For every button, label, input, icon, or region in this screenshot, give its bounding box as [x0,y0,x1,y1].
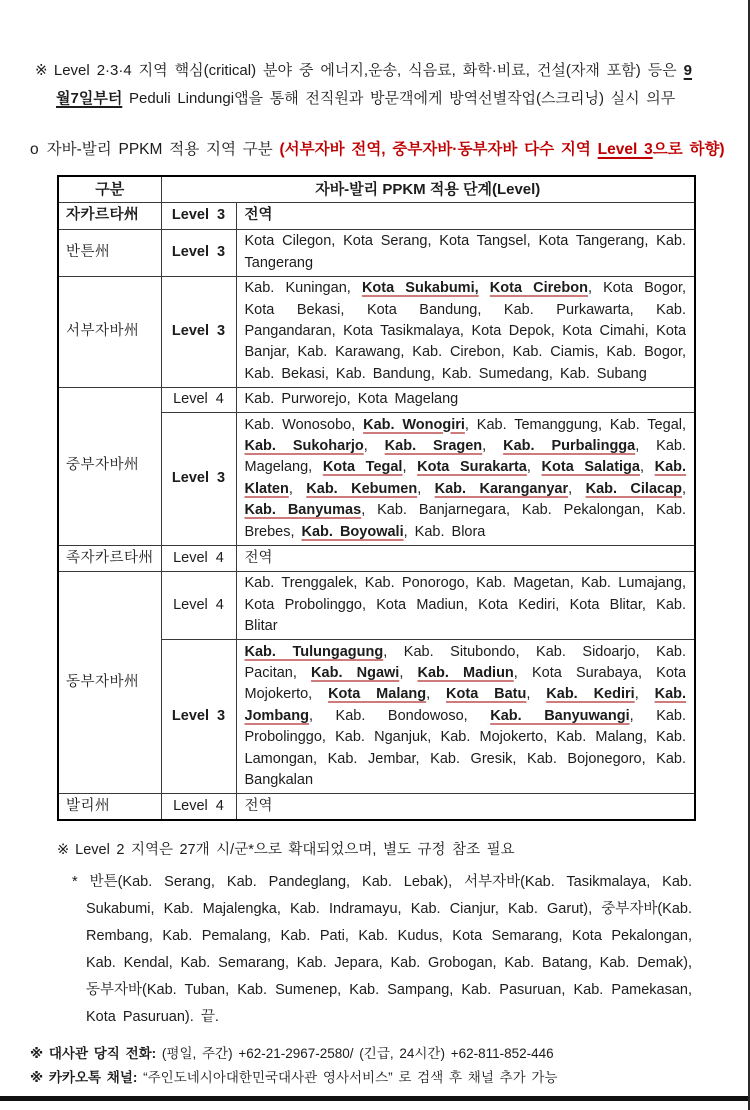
footnote-text: * 반튼(Kab. Serang, Kab. Pandeglang, Kab. Lebak), 서부자바(Kab. Tasikmalaya, Kab. Sukabumi, Kab. Majalengka, Kab. Indramayu, Kab. Cianjur, Kab. Garut), 중부자바(Kab. Rembang, Kab. Pemalang, Kab. Pati, Kab. Kudus, Kota Semarang, Kota Pekalongan, Kab. Kendal, Kab. Semarang, Kab. Jepara, Kab. Grobogan, Kab. Batang, Kab. Demak), 동부자바(Kab. Tuban, Kab. Sumenep, Kab. Sampang, Kab. Pasuruan, Kab. Pamekasan, Kota Pasuruan). 끝. [72,874,692,1026]
province-cell: 서부자바州 [58,276,161,387]
province-cell: 중부자바州 [58,387,161,545]
header-category: 구분 [58,176,161,203]
table-row [58,387,695,412]
province-cell: 반튼州 [58,229,161,276]
regions-cell: Kab. Kuningan, Kota Sukabumi, Kota Cirebon, Kota Bogor, Kota Bekasi, Kota Bandung, Kab. Purkawarta, Kab. Pangandaran, Kota Tasikmalaya, Kota Depok, Kota Cimahi, Kota Banjar, Kab. Karawang, Kab. Cirebon, Kab. Ciamis, Kab. Bogor, Kab. Bekasi, Kab. Bandung, Kab. Sumedang, Kab. Subang [236,276,695,387]
ppkm-table [57,175,696,821]
section-title [30,138,725,162]
regions-cell: 전역 [236,793,695,820]
level-cell: Level 4 [161,387,236,412]
section-bullet: o [30,141,39,158]
province-cell: 발리州 [58,793,161,820]
level-cell: Level 4 [161,793,236,820]
table-header-row [58,176,695,203]
level-cell: Level 3 [161,640,236,794]
table-body [58,203,695,820]
level-cell: Level 3 [161,413,236,545]
page-bottom-border [0,1096,748,1101]
regions-cell: Kab. Tulungagung, Kab. Situbondo, Kab. Sidoarjo, Kab. Pacitan, Kab. Ngawi, Kab. Madiun, Kota Surabaya, Kota Mojokerto, Kota Malang, Kota Batu, Kab. Kediri, Kab. Jombang, Kab. Bondowoso, Kab. Banyuwangi, Kab. Probolinggo, Kab. Nganjuk, Kab. Mojokerto, Kab. Malang, Kab. Lamongan, Kab. Jembar, Kab. Gresik, Kab. Bojonegoro, Kab. Bangkalan [236,640,695,794]
province-cell: 동부자바州 [58,571,161,793]
footer-phone-line: ※ 대사관 당직 전화: (평일, 주간) +62-21-2967-2580/ (긴급, 24시간) +62-811-852-446 [30,1046,554,1061]
table-row [58,793,695,820]
top-note [35,57,692,113]
top-note-text: Level 2·3·4 지역 핵심(critical) 분야 중 에너지,운송, 식음료, 화학·비료, 건설(자재 포함) 등은 9월7일부터 Peduli Lindungi앱을 통해 전직원과 방문객에게 방역선별작업(스크리닝) 실시 의무 [53,62,692,107]
level-cell: Level 4 [161,545,236,571]
page-footer [30,1042,730,1090]
province-cell: 족자카르타州 [58,545,161,571]
footnote [72,869,692,1031]
level-cell: Level 3 [161,203,236,229]
table-row [58,545,695,571]
footer-kakao-line: ※ 카카오톡 채널: “주인도네시아대한민국대사관 영사서비스” 로 검색 후 채널 추가 가능 [30,1070,558,1085]
level2-note [57,838,690,862]
regions-cell: 전역 [236,545,695,571]
regions-cell: 전역 [236,203,695,229]
table-row [58,571,695,639]
level2-note-text: Level 2 지역은 27개 시/군*으로 확대되었으며, 별도 규정 참조 필요 [75,842,515,859]
regions-cell: Kab. Trenggalek, Kab. Ponorogo, Kab. Magetan, Kab. Lumajang, Kota Probolinggo, Kota Madiun, Kota Kediri, Kota Blitar, Kab. Blitar [236,571,695,639]
section-title-text: 자바-발리 PPKM 적용 지역 구분 (서부자바 전역, 중부자바·동부자바 다수 지역 Level 3으로 하향) [46,141,725,158]
level-cell: Level 4 [161,571,236,639]
table-row [58,203,695,229]
province-cell: 자카르타州 [58,203,161,229]
level-cell: Level 3 [161,276,236,387]
regions-cell: Kab. Wonosobo, Kab. Wonogiri, Kab. Temanggung, Kab. Tegal, Kab. Sukoharjo, Kab. Sragen, Kab. Purbalingga, Kab. Magelang, Kota Tegal, Kota Surakarta, Kota Salatiga, Kab. Klaten, Kab. Kebumen, Kab. Karanganyar, Kab. Cilacap, Kab. Banyumas, Kab. Banjarnegara, Kab. Pekalongan, Kab. Brebes, Kab. Boyowali, Kab. Blora [236,413,695,545]
table-row [58,229,695,276]
note-marker: ※ [35,62,48,79]
header-level: 자바-발리 PPKM 적용 단계(Level) [161,176,695,203]
regions-cell: Kota Cilegon, Kota Serang, Kota Tangsel, Kota Tangerang, Kab. Tangerang [236,229,695,276]
level-cell: Level 3 [161,229,236,276]
regions-cell: Kab. Purworejo, Kota Magelang [236,387,695,412]
table-row [58,276,695,387]
level2-note-marker: ※ [57,842,70,859]
